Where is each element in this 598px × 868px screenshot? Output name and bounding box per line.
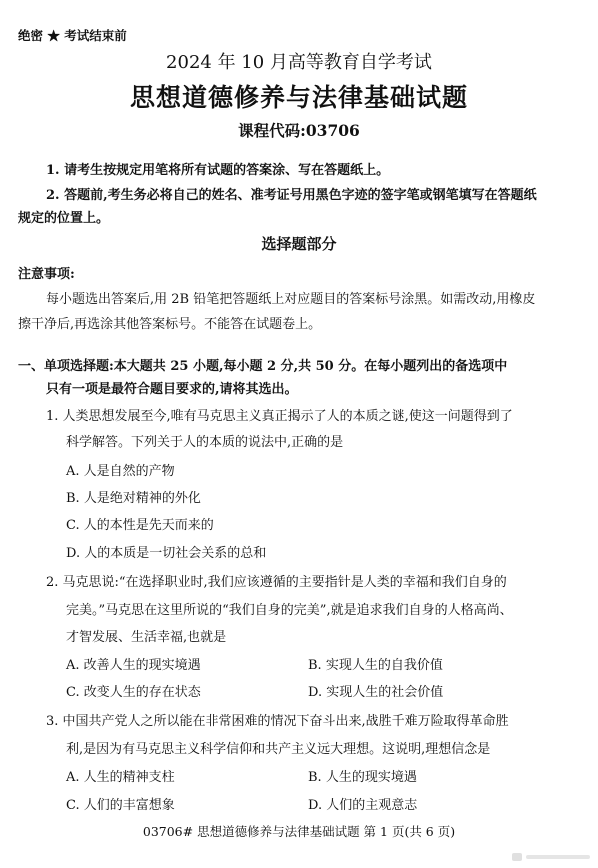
question-3-option-c: C. 人们的丰富想象	[66, 798, 175, 813]
question-1-line-1: 1. 人类思想发展至今,唯有马克思主义真正揭示了人的本质之谜,使这一问题得到了	[46, 409, 513, 424]
confidential-label: 绝密 ★ 考试结束前	[18, 28, 127, 43]
question-3-option-d: D. 人们的主观意志	[308, 798, 418, 813]
question-1-option-b: B. 人是绝对精神的外化	[66, 491, 201, 506]
question-3-option-a: A. 人生的精神支柱	[66, 770, 175, 785]
question-1-option-c: C. 人的本性是先天而来的	[66, 518, 214, 533]
question-1-line-2: 科学解答。下列关于人的本质的说法中,正确的是	[66, 435, 344, 450]
candidate-note-1: 1. 请考生按规定用笔将所有试题的答案涂、写在答题纸上。	[46, 163, 390, 178]
part-one-heading-2: 只有一项是最符合题目要求的,请将其选出。	[46, 382, 298, 397]
course-code: 课程代码:03706	[238, 121, 360, 140]
paper-title: 思想道德修养与法律基础试题	[129, 83, 468, 112]
question-2-option-b: B. 实现人生的自我价值	[308, 658, 443, 673]
question-3-option-b: B. 人生的现实境遇	[308, 770, 417, 785]
watermark-icon	[512, 850, 592, 864]
question-2-option-a: A. 改善人生的现实境遇	[66, 658, 201, 673]
notice-line-1: 每小题选出答案后,用 2B 铅笔把答题纸上对应题目的答案标号涂黑。如需改动,用橡皮	[46, 292, 536, 307]
question-3-line-1: 3. 中国共产党人之所以能在非常困难的情况下奋斗出来,战胜千难万险取得革命胜	[46, 714, 509, 729]
question-2-line-3: 才智发展、生活幸福,也就是	[66, 630, 227, 645]
candidate-note-2: 2. 答题前,考生务必将自己的姓名、准考证号用黑色字迹的签字笔或钢笔填写在答题纸	[46, 188, 537, 203]
exam-title: 2024 年 10 月高等教育自学考试	[166, 52, 432, 73]
section-title: 选择题部分	[261, 235, 337, 253]
question-2-option-c: C. 改变人生的存在状态	[66, 685, 201, 700]
notice-line-2: 擦干净后,再选涂其他答案标号。不能答在试题卷上。	[18, 317, 322, 332]
part-one-heading-1: 一、单项选择题:本大题共 25 小题,每小题 2 分,共 50 分。在每小题列出的备选项中	[18, 359, 508, 374]
question-1-option-d: D. 人的本质是一切社会关系的总和	[66, 546, 267, 561]
question-2-line-2: 完美。”马克思在这里所说的“我们自身的完美”,就是追求我们自身的人格高尚、	[66, 603, 513, 618]
page-footer: 03706# 思想道德修养与法律基础试题 第 1 页(共 6 页)	[142, 824, 456, 839]
question-1-option-a: A. 人是自然的产物	[66, 464, 175, 479]
question-3-line-2: 利,是因为有马克思主义科学信仰和共产主义远大理想。这说明,理想信念是	[66, 742, 491, 757]
question-2-option-d: D. 实现人生的社会价值	[308, 685, 444, 700]
question-2-line-1: 2. 马克思说:“在选择职业时,我们应该遵循的主要指针是人类的幸福和我们自身的	[46, 575, 507, 590]
notice-label: 注意事项:	[18, 267, 75, 282]
candidate-note-2-cont: 规定的位置上。	[18, 211, 110, 226]
